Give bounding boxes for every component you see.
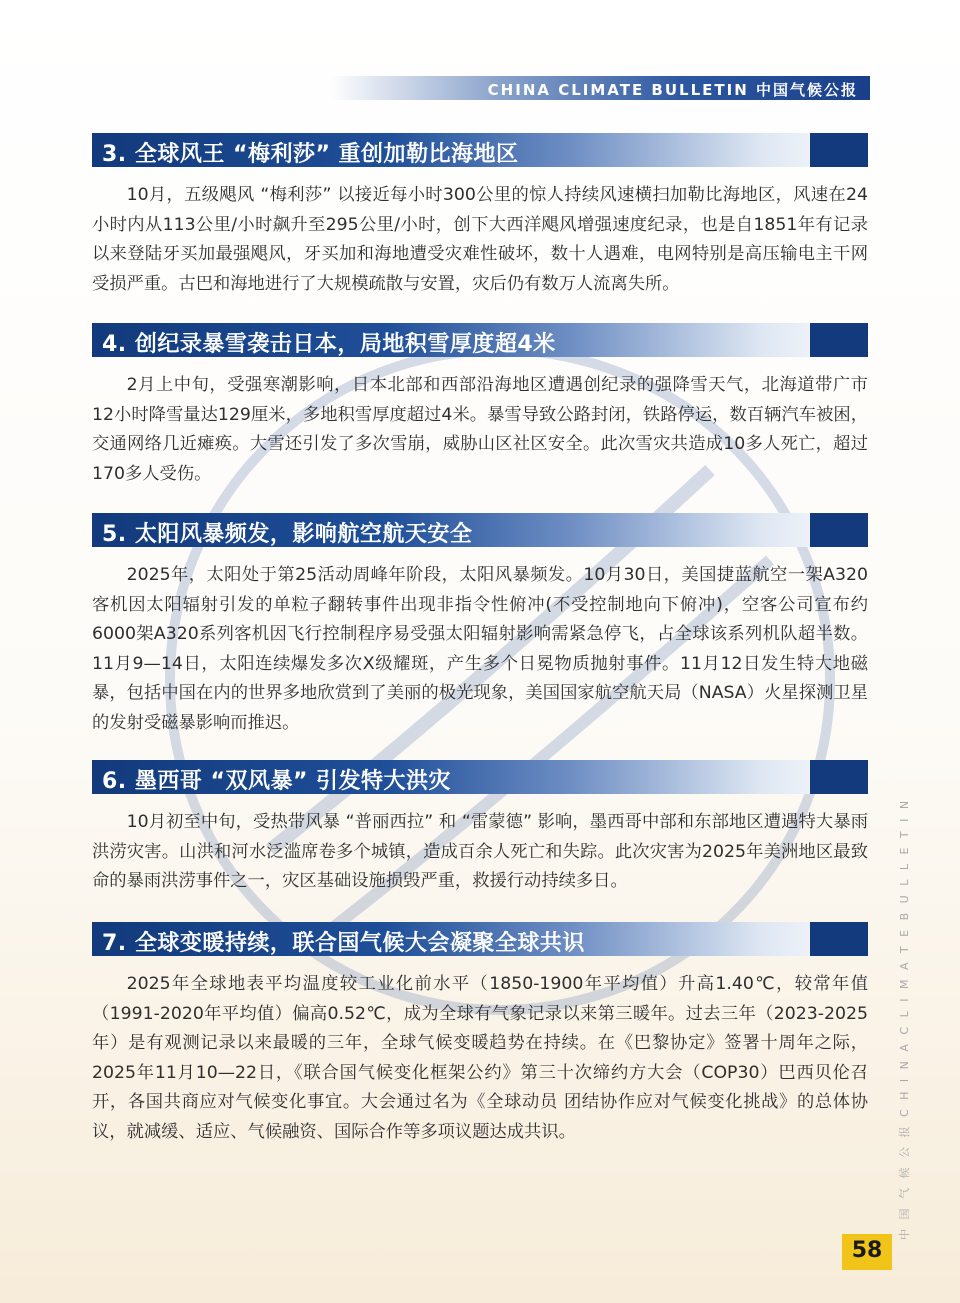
section-global-warming xyxy=(92,922,868,1147)
section-title: 3. 全球风王 “梅利莎” 重创加勒比海地区 xyxy=(102,142,519,167)
side-bulletin-label: 中 国 气 候 公 报 C H I N A C L I M A T E B U L L E T I N xyxy=(898,797,911,1240)
section-title-bar xyxy=(92,760,868,794)
section-title: 7. 全球变暖持续，联合国气候大会凝聚全球共识 xyxy=(102,931,585,956)
section-body: 10月初至中旬，受热带风暴 “普丽西拉” 和 “雷蒙德” 影响，墨西哥中部和东部地区遭遇特大暴雨洪涝灾害。山洪和河水泛滥席卷多个城镇，造成百余人死亡和失踪。此次灾害为2025年美洲地区最致命的暴雨洪涝事件之一，灾区基础设施损毁严重，救援行动持续多日。 xyxy=(92,812,868,891)
header-banner xyxy=(330,76,870,100)
section-title-bar xyxy=(92,513,868,547)
section-title: 5. 太阳风暴频发，影响航空航天安全 xyxy=(102,522,473,547)
section-title-bar xyxy=(92,922,868,956)
page-number-badge xyxy=(842,1234,892,1270)
section-title: 4. 创纪录暴雪袭击日本，局地积雪厚度超4米 xyxy=(102,332,556,357)
section-title-bar xyxy=(92,133,868,167)
page-number: 58 xyxy=(851,1238,883,1263)
section-body: 2月上中旬，受强寒潮影响，日本北部和西部沿海地区遭遇创纪录的强降雪天气，北海道带广市12小时降雪量达129厘米，多地积雪厚度超过4米。暴雪导致公路封闭，铁路停运，数百辆汽车被困，交通网络几近瘫痪。大雪还引发了多次雪崩，威胁山区社区安全。此次雪灾共造成10多人死亡，超过170多人受伤。 xyxy=(92,375,868,484)
section-title: 6. 墨西哥 “双风暴” 引发特大洪灾 xyxy=(102,769,452,794)
section-mexico-floods xyxy=(92,760,868,897)
section-title-bar xyxy=(92,323,868,357)
section-body: 2025年，太阳处于第25活动周峰年阶段，太阳风暴频发。10月30日，美国捷蓝航空一架A320客机因太阳辐射引发的单粒子翻转事件出现非指令性俯冲(不受控制地向下俯冲)，空客公司宣布约6000架A320系列客机因飞行控制程序易受强太阳辐射影响需紧急停飞，占全球该系列机队超半数。11月9—14日，太阳连续爆发多次X级耀斑，产生多个日冕物质抛射事件。11月12日发生特大地磁暴，包括中国在内的世界多地欣赏到了美丽的极光现象，美国国家航空航天局（NASA）火星探测卫星的发射受磁暴影响而推迟。 xyxy=(92,565,868,733)
section-body: 10月，五级飓风 “梅利莎” 以接近每小时300公里的惊人持续风速横扫加勒比海地区，风速在24小时内从113公里/小时飙升至295公里/小时，创下大西洋飓风增强速度纪录，也是自1851年有记录以来登陆牙买加最强飓风，牙买加和海地遭受灾难性破坏，数十人遇难，电网特别是高压输电主干网受损严重。古巴和海地进行了大规模疏散与安置，灾后仍有数万人流离失所。 xyxy=(92,185,868,294)
section-solar-storms xyxy=(92,513,868,738)
section-japan-snowstorm xyxy=(92,323,868,489)
section-body: 2025年全球地表平均温度较工业化前水平（1850-1900年平均值）升高1.40℃，较常年值（1991-2020年平均值）偏高0.52℃，成为全球有气象记录以来第三暖年。过去三年（2023-2025年）是有观测记录以来最暖的三年，全球气候变暖趋势在持续。在《巴黎协定》签署十周年之际，2025年11月10—22日，《联合国气候变化框架公约》第三十次缔约方大会（COP30）巴西贝伦召开，各国共商应对气候变化事宜。大会通过名为《全球动员 团结协作应对气候变化挑战》的总体协议，就减缓、适应、气候融资、国际合作等多项议题达成共识。 xyxy=(92,974,868,1142)
bulletin-header-label: CHINA CLIMATE BULLETIN 中国气候公报 xyxy=(487,81,858,99)
section-hurricane-melissa xyxy=(92,133,868,299)
